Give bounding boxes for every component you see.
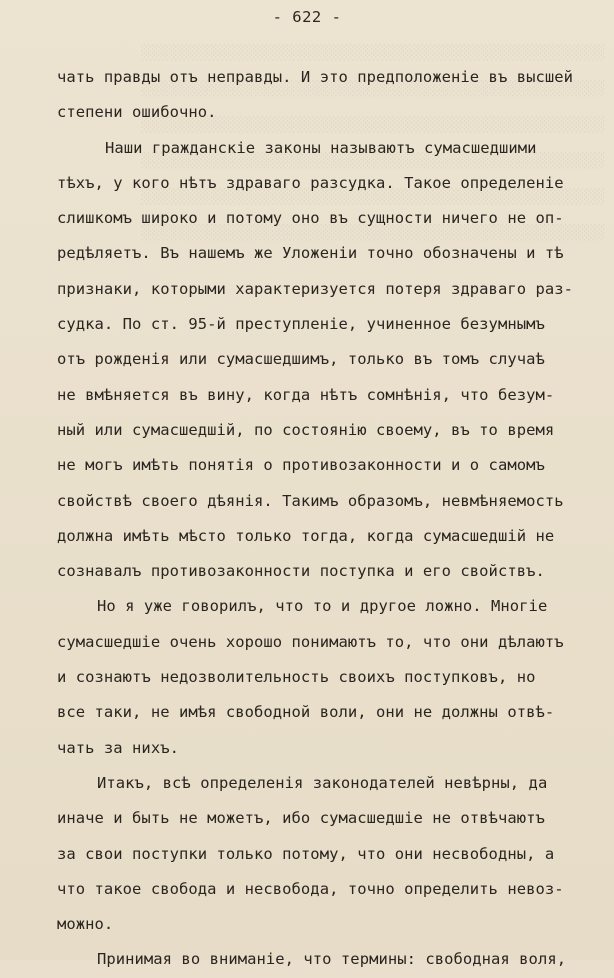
text-line: ный или сумасшедшiй, по состоянiю своему, въ то время <box>57 420 555 439</box>
text-line: иначе и быть не можетъ, ибо сумасшедшiе не отвѣчаютъ <box>57 809 545 828</box>
text-line: за свои поступки только потому, что они несвободны, а <box>57 844 555 863</box>
text-line: можно. <box>57 915 114 934</box>
text-line: свойствѣ своего дѣянiя. Такимъ образомъ, невмѣняемость <box>57 491 564 510</box>
text-line: отъ рожденiя или сумасшедшимъ, только въ томъ случаѣ <box>57 350 545 369</box>
text-line: и сознаютъ недозволительность своихъ поступковъ, но <box>57 668 536 687</box>
text-line: Наши гражданскiе законы называютъ сумасшедшими <box>105 138 537 157</box>
text-line: редѣляетъ. Въ нашемъ же Уложенiи точно обозначены и тѣ <box>57 244 564 263</box>
text-line: Итакъ, всѣ определенiя законодателей невѣрны, да <box>97 773 548 792</box>
text-line: чать за нихъ. <box>57 738 179 757</box>
text-line: Но я уже говорилъ, что то и другое ложно. Многiе <box>97 597 548 616</box>
text-line: степени ошибочно. <box>57 103 217 122</box>
text-line: Принимая во вниманiе, что термины: свободная воля, <box>97 950 567 969</box>
text-line: признаки, которыми характеризуется потеря здраваго раз- <box>57 279 573 298</box>
page-number: - 622 - <box>272 8 342 26</box>
text-line: сумасшедшiе очень хорошо понимаютъ то, что они дѣлаютъ <box>57 632 564 651</box>
text-line: не могъ имѣть понятiя о противозаконности и о самомъ <box>57 456 545 475</box>
text-line: слишкомъ широко и потому оно въ сущности ничего не оп- <box>57 209 564 228</box>
body-text <box>57 60 602 978</box>
text-line: все таки, не имѣя свободной воли, они не должны отвѣ- <box>57 703 555 722</box>
text-line: чать правды отъ неправды. И это предположенiе въ высшей <box>57 68 573 86</box>
text-line: не вмѣняется въ вину, когда нѣтъ сомнѣнiя, что безум- <box>57 385 555 404</box>
text-line: сознавалъ противозаконности поступка и его свойствъ. <box>57 562 545 581</box>
text-line: что такое свобода и несвобода, точно определить невоз- <box>57 879 564 898</box>
text-line: тѣхъ, у кого нѣтъ здраваго разсудка. Такое определенiе <box>57 173 564 192</box>
bleed-through-texture: ░░░░░░░░░░░░░░░░░░░░░░░░░░░░░░░░░░░░░░░░░░░░░░░░░░░░░░░ ░░░░░░░░░░░░░░░░░░░░░░░░░░░░░░░░░░░░░░░░░░░░░░░░░░░░░░░ ░░░░░░░░░░░░░░░░░░░░░░░░░░░░░░░░░░░░░░░░░░░░░░░░░░░░░░░ ░░░░░░░░░░░░░░░░░░░░░░░░░░░░░░░░░░░░░░░░░░░░░░░░░░░░░░░ ░░░░░░░░░░░░░░░░░░░░░░░░░░░░░░░░░░░░░░░░░░░░░░░░░░░░░░░ ░░░░░░░░░░░░░░░░░░░░░░░░░░░░░░░░░░░░░░░░░░░░░░░░░░░░░░░ <box>140 45 604 241</box>
text-line: должна имѣть мѣсто только тогда, когда сумасшедшiй не <box>57 526 555 545</box>
text-line: судка. По ст. 95-й преступленiе, учиненное безумнымъ <box>57 315 545 334</box>
